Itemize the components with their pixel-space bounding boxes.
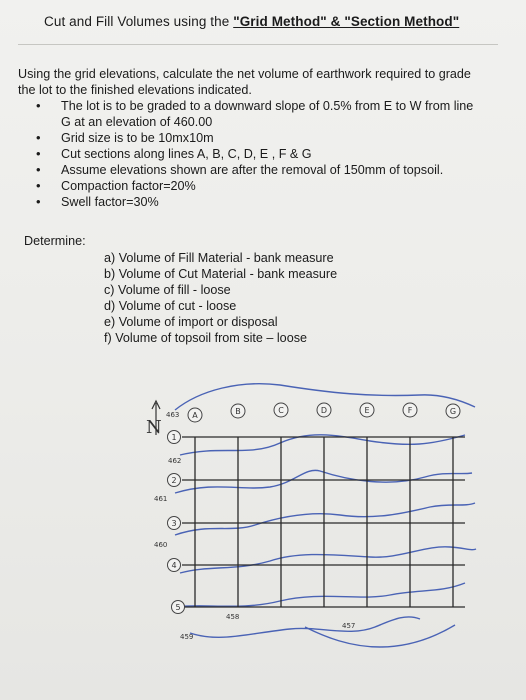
- grid-lines: [182, 437, 465, 607]
- title-divider: [18, 44, 498, 45]
- contour-label: 463: [166, 411, 180, 419]
- contour-label: 461: [154, 495, 168, 503]
- bullet-icon: •: [36, 98, 41, 113]
- column-label: B: [235, 407, 241, 416]
- contour-line: [180, 547, 476, 573]
- grid-site-plan: [120, 375, 480, 665]
- requirements-list: [36, 98, 486, 210]
- list-item: e) Volume of import or disposal: [104, 315, 278, 329]
- contour-line: [175, 583, 465, 607]
- bullet-icon: •: [36, 146, 41, 161]
- list-item: c) Volume of fill - loose: [104, 283, 231, 297]
- column-label: A: [192, 411, 198, 420]
- intro-paragraph: Using the grid elevations, calculate the net volume of earthwork required to grade the lot to the finished elevations indicated.: [18, 67, 471, 97]
- contour-label: 459: [180, 633, 194, 641]
- determine-heading: Determine:: [24, 234, 86, 248]
- row-label: 2: [171, 476, 177, 485]
- deliverables-list: [104, 250, 337, 346]
- column-label: C: [278, 406, 284, 415]
- row-label: 1: [171, 433, 177, 442]
- contour-label: 457: [342, 622, 356, 630]
- north-label: N: [146, 417, 162, 438]
- list-item: a) Volume of Fill Material - bank measure: [104, 251, 334, 265]
- row-label: 3: [171, 519, 177, 528]
- column-label: F: [407, 406, 413, 415]
- list-item: • Grid size is to be 10mx10m: [36, 130, 214, 145]
- contour-line: [305, 625, 455, 647]
- column-label: D: [320, 406, 328, 415]
- list-item: • Compaction factor=20%: [36, 178, 196, 193]
- list-item: b) Volume of Cut Material - bank measure: [104, 267, 338, 281]
- bullet-icon: •: [36, 130, 41, 145]
- contour-line: [175, 503, 475, 535]
- contour-line: [180, 435, 465, 455]
- contour-label: 458: [226, 613, 240, 621]
- list-item: • The lot is to be graded to a downward slope of 0.5% from E to W from line G at an elevation of 460.00: [36, 98, 474, 129]
- north-arrow: [146, 401, 162, 438]
- list-item: d) Volume of cut - loose: [104, 299, 237, 313]
- list-item: f) Volume of topsoil from site – loose: [104, 331, 307, 345]
- title-prefix: Cut and Fill Volumes using the: [44, 14, 234, 29]
- column-label: E: [364, 406, 370, 415]
- row-label: 4: [171, 561, 177, 570]
- list-item: • Cut sections along lines A, B, C, D, E , F & G: [36, 146, 312, 161]
- column-label: G: [449, 407, 457, 416]
- contour-label: 462: [168, 457, 182, 465]
- title-emphasis: "Grid Method" & "Section Method": [233, 14, 460, 29]
- list-item: • Assume elevations shown are after the removal of 150mm of topsoil.: [36, 162, 444, 177]
- list-item: • Swell factor=30%: [36, 194, 159, 209]
- bullet-icon: •: [36, 162, 41, 177]
- row-label: 5: [175, 603, 181, 612]
- bullet-icon: •: [36, 178, 41, 193]
- bullet-icon: •: [36, 194, 41, 209]
- column-markers: [188, 403, 460, 422]
- page-title: [44, 14, 459, 29]
- contour-label: 460: [154, 541, 168, 549]
